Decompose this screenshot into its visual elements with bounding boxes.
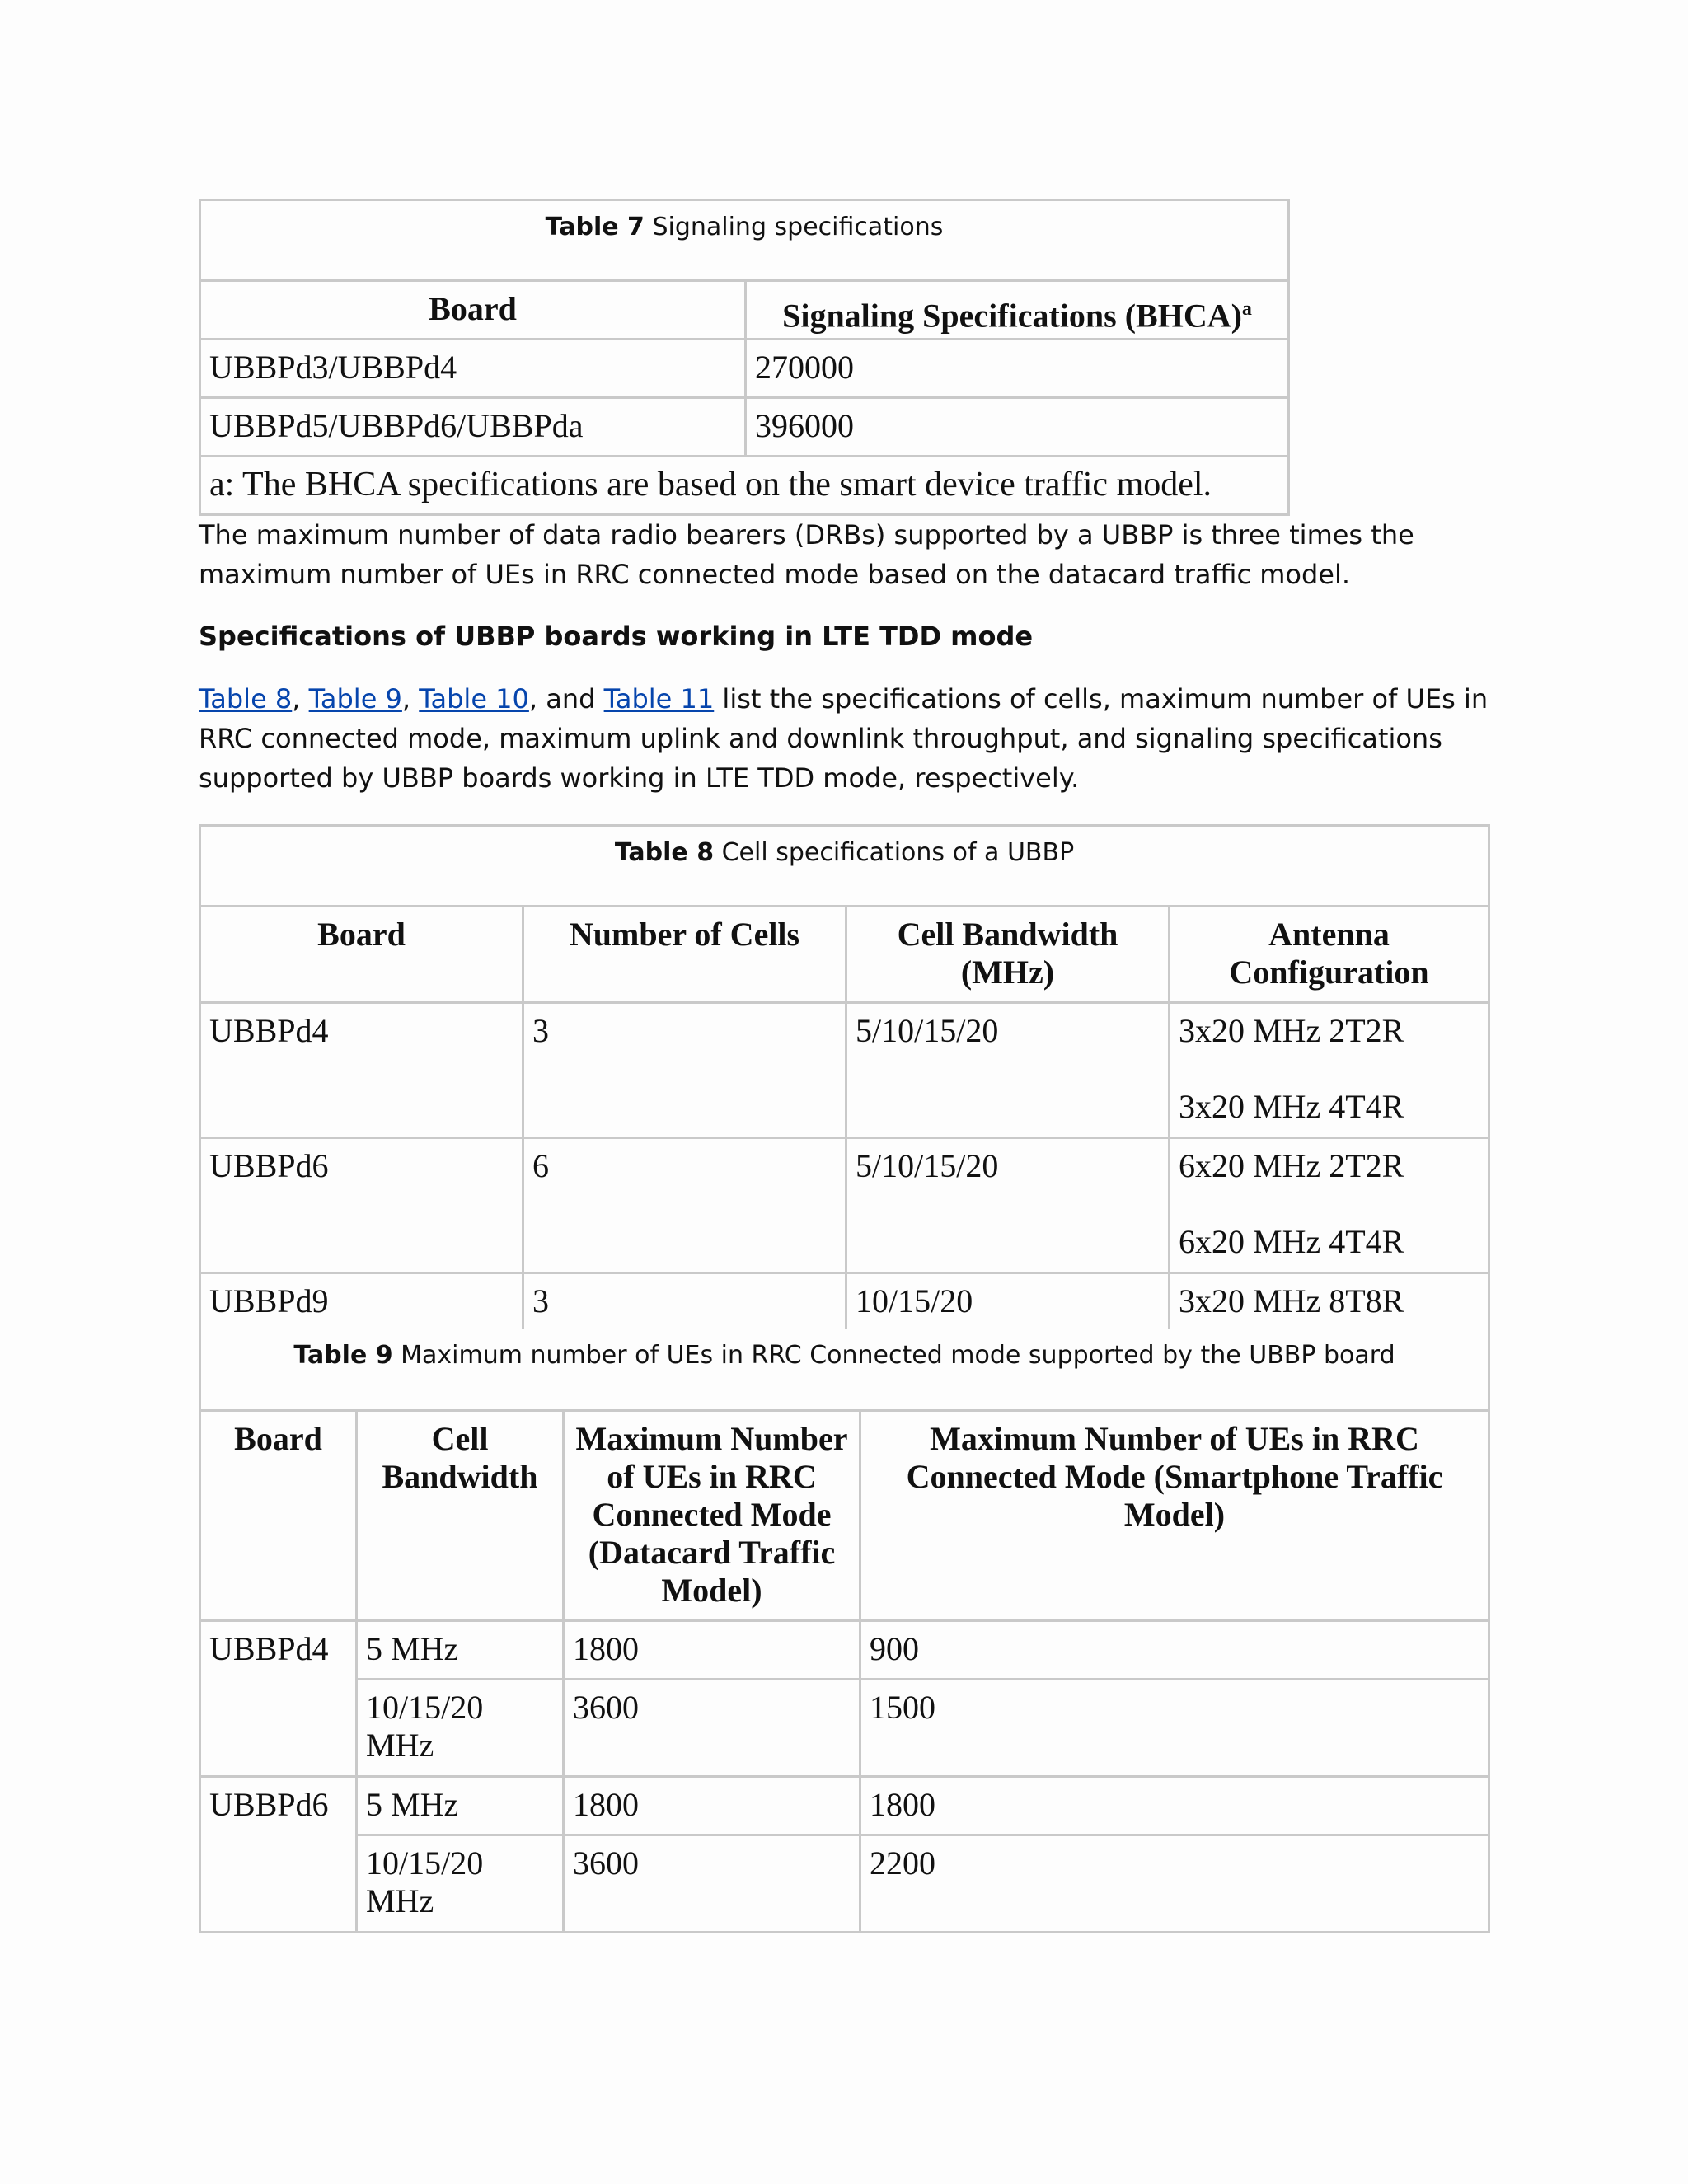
table-row: UBBPd3/UBBPd4 270000	[200, 340, 1289, 398]
table-8-header-antenna: Antenna Configuration	[1170, 907, 1489, 1003]
table-8-caption-label: Table 8	[614, 838, 715, 867]
link-table-10[interactable]: Table 10	[419, 683, 529, 715]
link-table-9[interactable]: Table 9	[308, 683, 402, 715]
table-8-header-bandwidth: Cell Bandwidth (MHz)	[846, 907, 1170, 1003]
intro-paragraph: Table 8, Table 9, Table 10, and Table 11 list the specifications of cells, maximum number of UEs in RRC connected mode, maximum uplink and downlink throughput, and signaling specifications supported by UBBP boards working in LTE TDD mode, respectively.	[199, 683, 1489, 794]
link-table-8[interactable]: Table 8	[199, 683, 293, 715]
table-row: UBBPd4 3 5/10/15/20 3x20 MHz 2T2R 3x20 MHz 4T4R	[200, 1003, 1489, 1138]
table-8-caption-text: Cell specifications of a UBBP	[714, 838, 1075, 867]
table-7-footnote: a: The BHCA specifications are based on the smart device traffic model.	[200, 457, 1289, 515]
footnote-marker: a	[1241, 298, 1252, 320]
table-9-header-datacard: Maximum Number of UEs in RRC Connected Mode (Datacard Traffic Model)	[564, 1410, 860, 1620]
table-9-header-board: Board	[200, 1410, 357, 1620]
table-row: UBBPd6 5 MHz 1800 1800	[200, 1776, 1489, 1835]
table-8	[199, 824, 1490, 1333]
table-row: 10/15/20 MHz 3600 1500	[200, 1679, 1489, 1776]
table-row: UBBPd9 3 10/15/20 3x20 MHz 8T8R	[200, 1273, 1489, 1333]
link-table-11[interactable]: Table 11	[603, 683, 715, 715]
table-9-caption-label: Table 9	[293, 1341, 393, 1370]
table-7-header-signaling: Signaling Specifications (BHCA)$^a$	[746, 281, 1289, 340]
table-row: 10/15/20 MHz 3600 2200	[200, 1835, 1489, 1932]
section-heading: Specifications of UBBP boards working in LTE TDD mode	[199, 621, 1034, 652]
table-row: UBBPd4 5 MHz 1800 900	[200, 1620, 1489, 1679]
table-9-header-bandwidth: Cell Bandwidth	[357, 1410, 564, 1620]
table-7-caption	[200, 200, 1289, 281]
table-7-caption-text: Signaling specifications	[644, 213, 944, 241]
drb-paragraph: The maximum number of data radio bearers (DRBs) supported by a UBBP is three times the maximum number of UEs in RRC connected mode based on the datacard traffic model.	[199, 519, 1414, 590]
table-8-header-board: Board	[200, 907, 523, 1003]
table-8-header-cells: Number of Cells	[523, 907, 846, 1003]
table-7-header-board: Board	[200, 281, 746, 340]
table-7-caption-label: Table 7	[545, 213, 645, 241]
table-9-caption-text: Maximum number of UEs in RRC Connected mode supported by the UBBP board	[392, 1341, 1395, 1370]
table-row: UBBPd5/UBBPd6/UBBPda 396000	[200, 398, 1289, 457]
table-7	[199, 199, 1290, 516]
table-8-caption	[200, 826, 1489, 907]
table-9	[199, 1329, 1490, 1933]
table-9-caption	[200, 1329, 1489, 1410]
table-row: UBBPd6 6 5/10/15/20 6x20 MHz 2T2R 6x20 MHz 4T4R	[200, 1138, 1489, 1273]
table-9-header-smartphone: Maximum Number of UEs in RRC Connected Mode (Smartphone Traffic Model)	[860, 1410, 1489, 1620]
